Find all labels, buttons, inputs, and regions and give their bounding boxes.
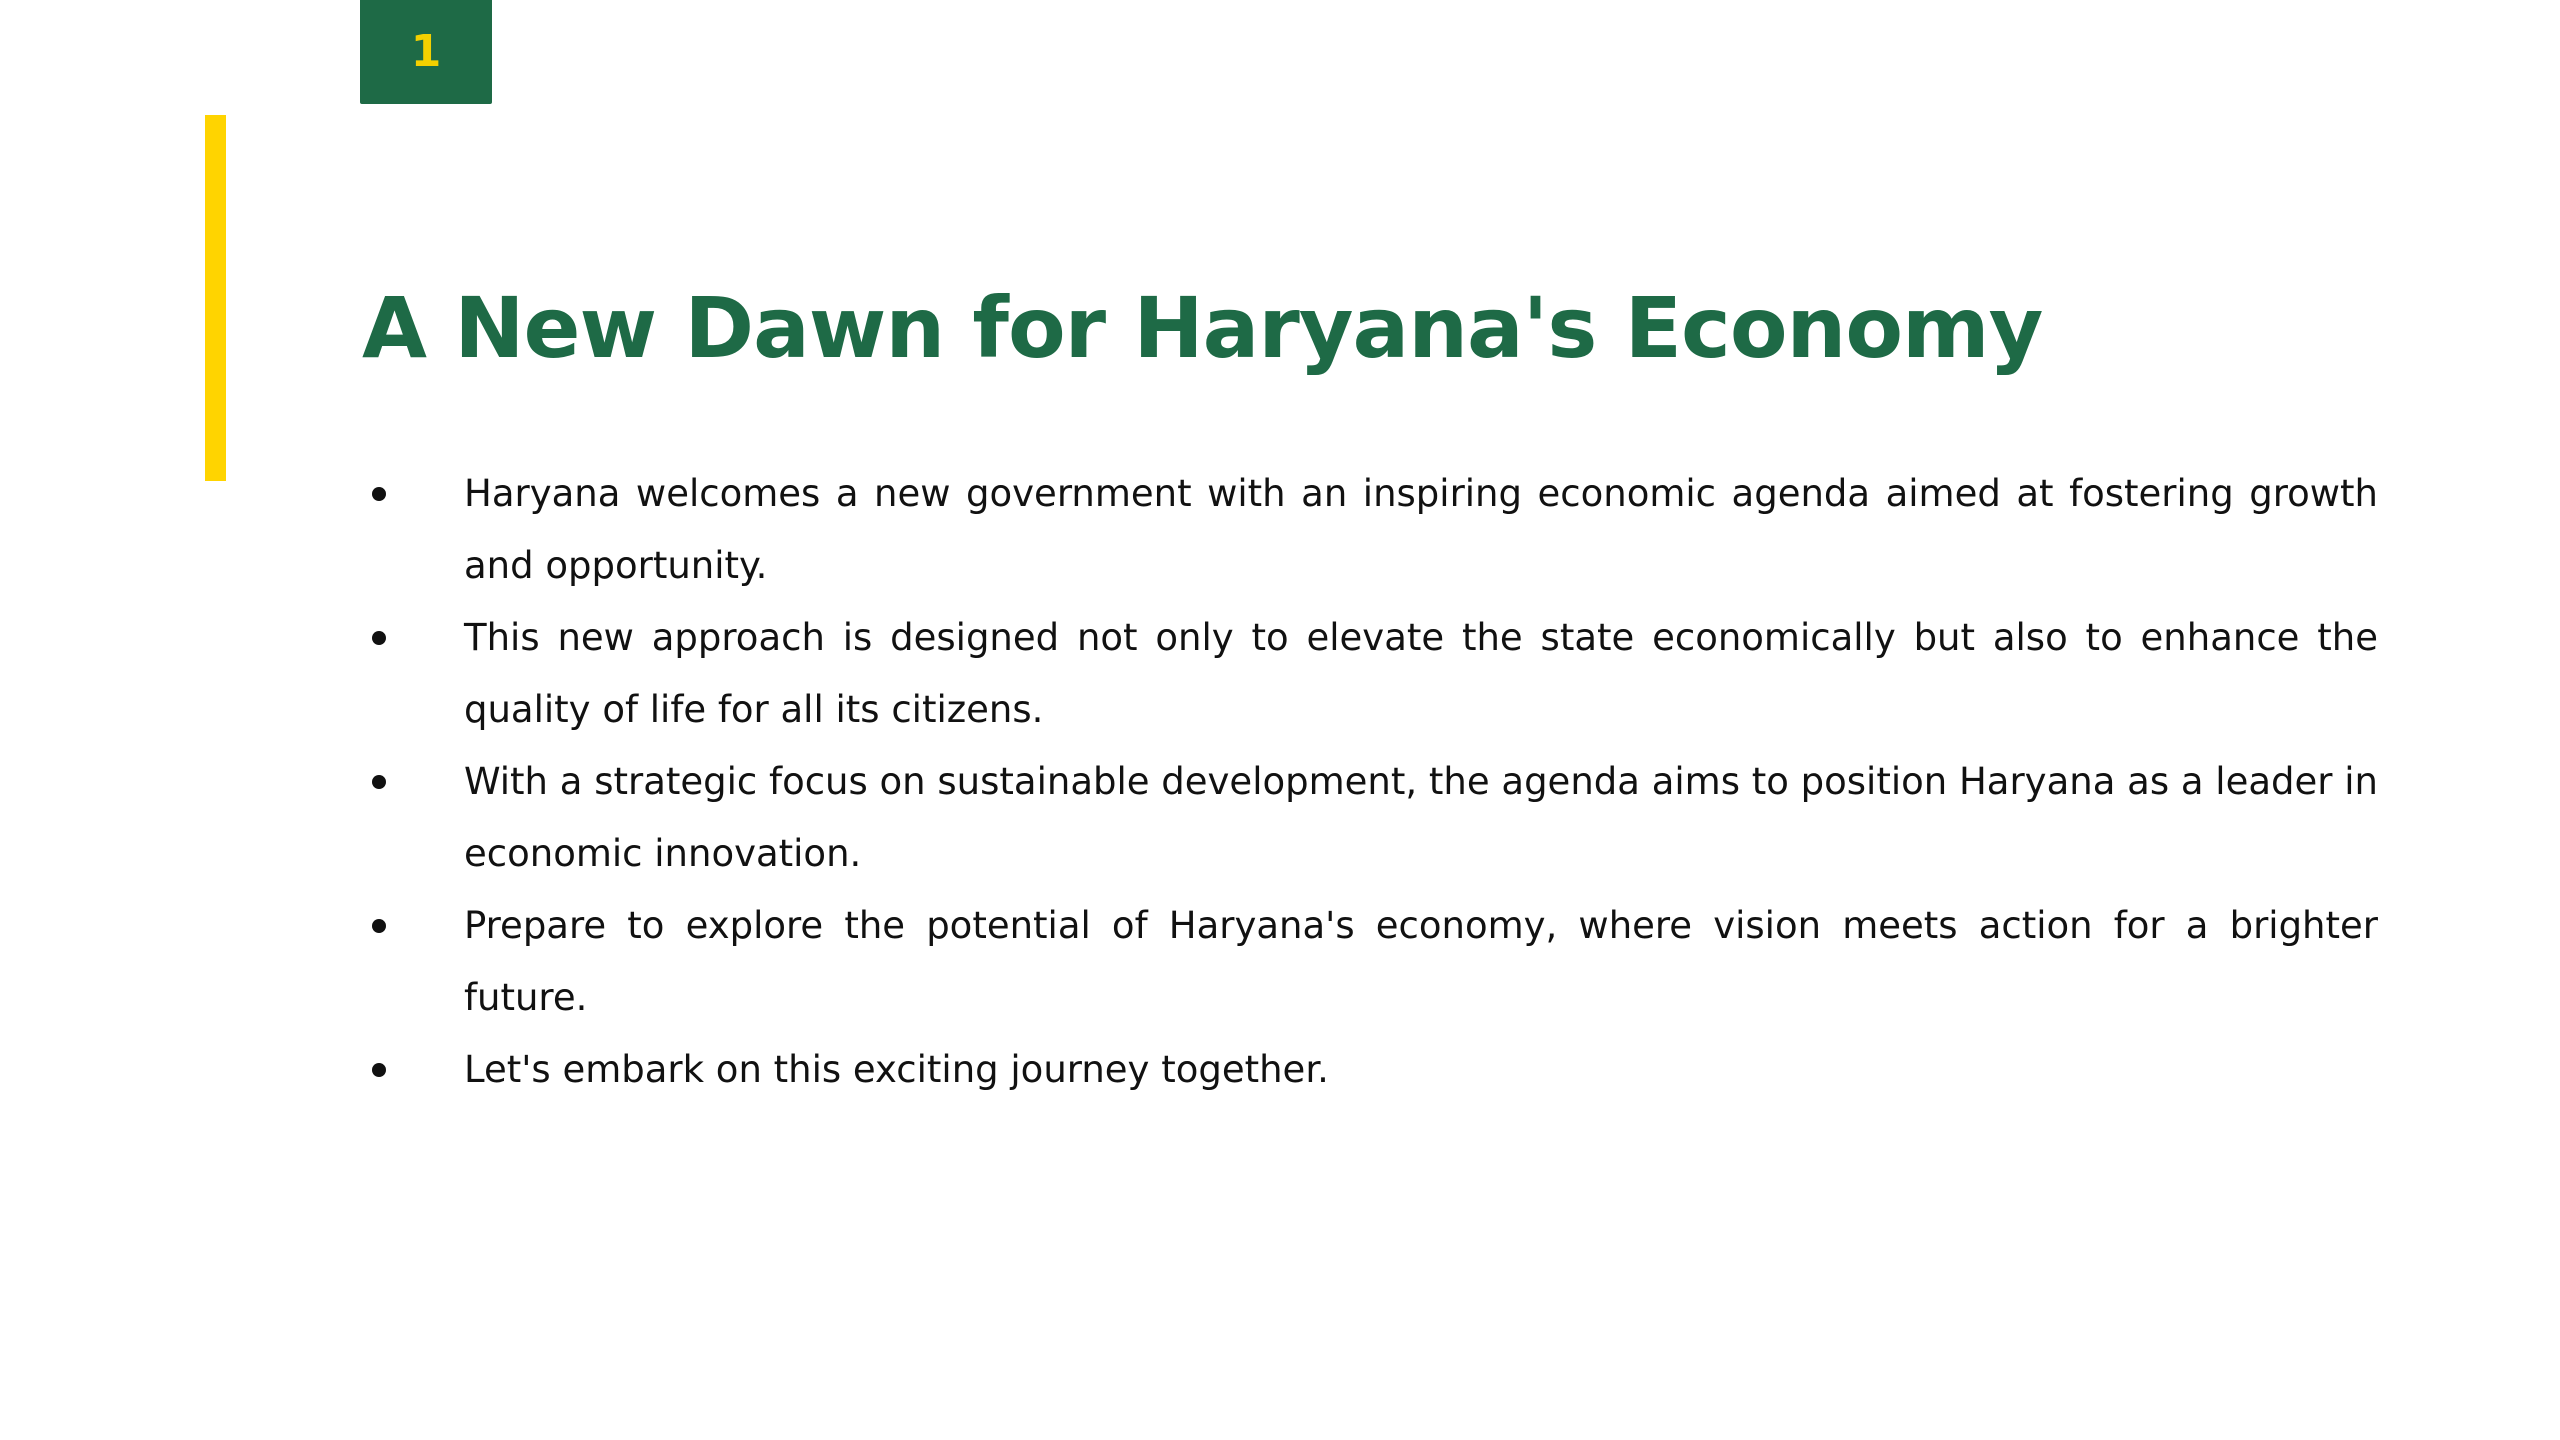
bullet-item [362, 746, 2378, 890]
bullet-list [362, 458, 2378, 1106]
bullet-item [362, 458, 2378, 602]
bullet-dot-icon [372, 1063, 386, 1077]
slide-title: A New Dawn for Haryana's Economy [362, 279, 2043, 377]
bullet-item [362, 890, 2378, 1034]
bullet-text: With a strategic focus on sustainable development, the agenda aims to position Haryana as a leader in economic innovation. [464, 760, 2378, 875]
bullet-dot-icon [372, 487, 386, 501]
bullet-item [362, 1034, 2378, 1106]
page-number: 1 [410, 26, 442, 77]
bullet-text: Haryana welcomes a new government with an inspiring economic agenda aimed at fostering growth and opportunity. [464, 472, 2378, 587]
bullet-text: Let's embark on this exciting journey together. [464, 1048, 1329, 1091]
accent-bar [205, 115, 226, 481]
bullet-dot-icon [372, 631, 386, 645]
page-number-badge [360, 0, 492, 104]
bullet-text: This new approach is designed not only to elevate the state economically but also to enhance the quality of life for all its citizens. [464, 616, 2378, 731]
bullet-dot-icon [372, 775, 386, 789]
bullet-item [362, 602, 2378, 746]
bullet-text: Prepare to explore the potential of Haryana's economy, where vision meets action for a brighter future. [464, 904, 2378, 1019]
bullet-dot-icon [372, 919, 386, 933]
